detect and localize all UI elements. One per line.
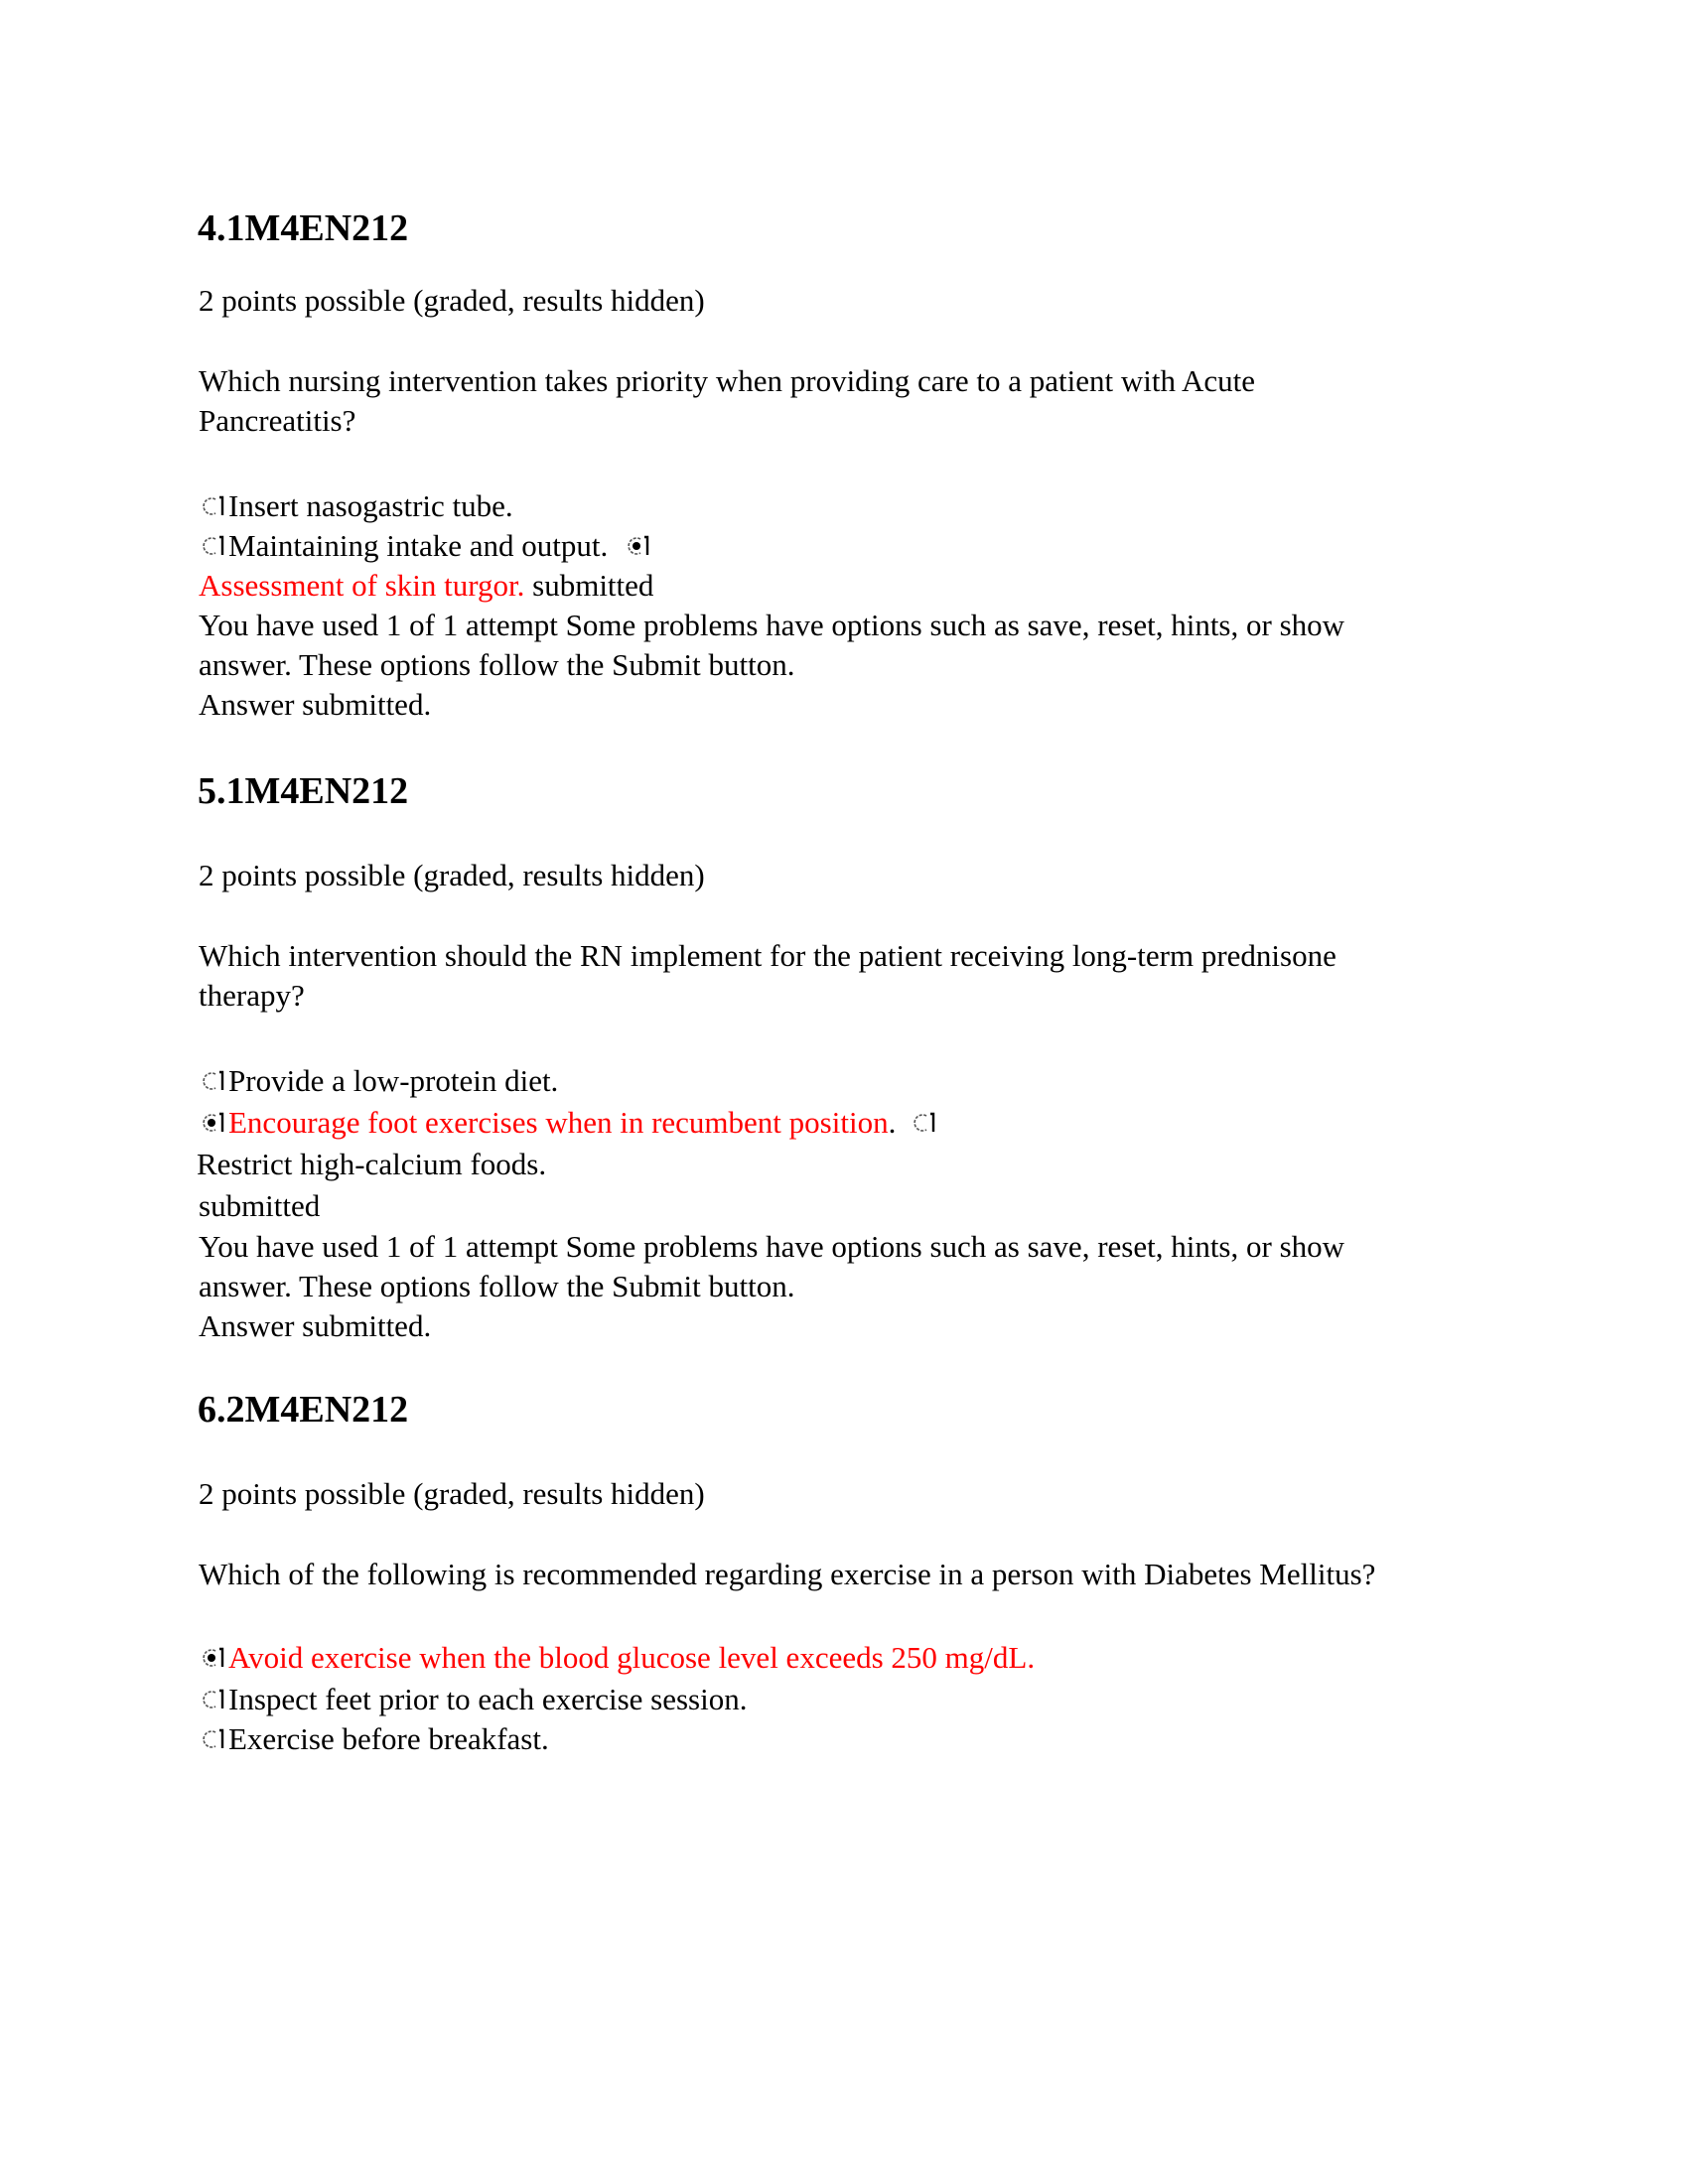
option-label: Maintaining intake and output. (228, 528, 609, 563)
option-label: Inspect feet prior to each exercise session. (228, 1682, 748, 1716)
radio-unselected-icon[interactable] (199, 1726, 228, 1752)
attempt-info: You have used 1 of 1 attempt Some problems have options such as save, reset, hints, or show (199, 608, 1345, 642)
option-label: Exercise before breakfast. (228, 1721, 549, 1756)
option-label: Insert nasogastric tube. (228, 488, 513, 523)
answer-status: Answer submitted. (199, 1308, 432, 1343)
question-prompt-continued: Pancreatitis? (199, 403, 356, 438)
option-label[interactable]: Restrict high-calcium foods. (197, 1147, 547, 1181)
question-prompt: Which of the following is recommended regarding exercise in a person with Diabetes Mellitus? (199, 1557, 1376, 1591)
radio-unselected-icon[interactable] (199, 533, 228, 559)
radio-selected-icon[interactable] (624, 533, 653, 559)
radio-selected-icon[interactable] (199, 1110, 228, 1136)
submission-status: submitted (199, 1188, 321, 1223)
answer-option[interactable] (199, 1061, 558, 1101)
points-text: 2 points possible (graded, results hidden) (199, 283, 705, 318)
attempt-info: You have used 1 of 1 attempt Some problems have options such as save, reset, hints, or show (199, 1229, 1345, 1264)
radio-selected-icon[interactable] (199, 1645, 228, 1671)
selected-answer-line (199, 566, 653, 606)
answer-option[interactable] (199, 526, 653, 566)
submission-status: submitted (532, 568, 654, 603)
question-heading: 5.1M4EN212 (198, 770, 409, 812)
selected-option-label: Avoid exercise when the blood glucose level exceeds 250 mg/dL. (228, 1640, 1036, 1675)
radio-unselected-icon[interactable] (199, 493, 228, 519)
answer-status: Answer submitted. (199, 687, 432, 722)
question-prompt-continued: therapy? (199, 978, 305, 1013)
question-prompt: Which intervention should the RN implement for the patient receiving long-term prednisone (199, 938, 1336, 973)
points-text: 2 points possible (graded, results hidden) (199, 858, 705, 892)
option-suffix: . (888, 1105, 897, 1140)
attempt-info-continued: answer. These options follow the Submit button. (199, 647, 795, 682)
answer-option[interactable] (199, 486, 513, 526)
radio-unselected-icon[interactable] (910, 1110, 939, 1136)
attempt-info-continued: answer. These options follow the Submit button. (199, 1269, 795, 1303)
radio-unselected-icon[interactable] (199, 1687, 228, 1712)
points-text: 2 points possible (graded, results hidden) (199, 1476, 705, 1511)
selected-option-label[interactable]: Assessment of skin turgor. (199, 568, 525, 603)
selected-option-label: Encourage foot exercises when in recumbent position (228, 1105, 889, 1140)
answer-option[interactable] (199, 1719, 549, 1759)
question-heading: 6.2M4EN212 (198, 1389, 409, 1431)
answer-option[interactable] (199, 1103, 939, 1143)
question-prompt: Which nursing intervention takes priority when providing care to a patient with Acute (199, 363, 1256, 398)
question-heading: 4.1M4EN212 (198, 207, 409, 249)
answer-option[interactable] (199, 1638, 1035, 1678)
option-label: Provide a low-protein diet. (228, 1063, 559, 1098)
answer-option[interactable] (199, 1680, 747, 1719)
radio-unselected-icon[interactable] (199, 1068, 228, 1094)
